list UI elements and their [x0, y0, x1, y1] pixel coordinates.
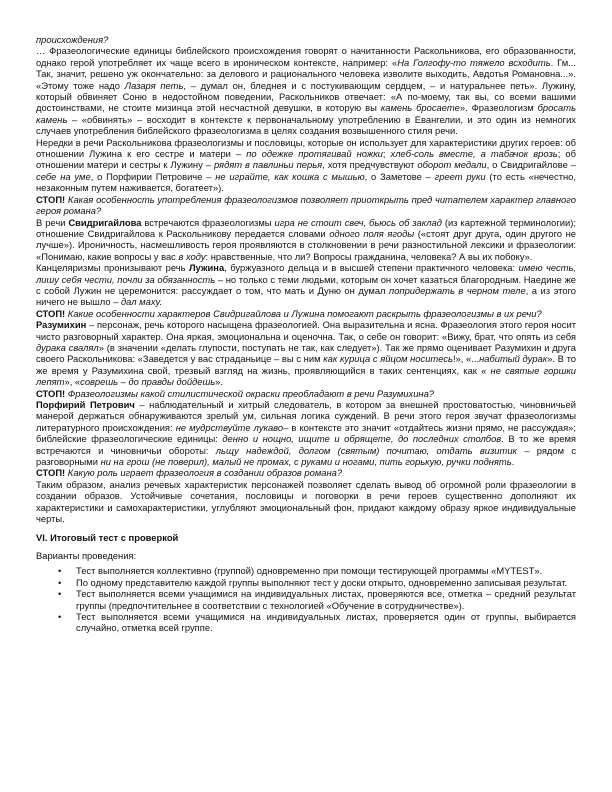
paragraph [36, 479, 576, 525]
italic-run: дурака свалял [36, 341, 99, 353]
paragraph [36, 137, 576, 194]
italic-run: льщу надеждой, долгом (святым) почитаю, отдать визитик [215, 444, 517, 456]
text-run: » (в значении «делать глупости, поступать не так, как следует»). Так же прямо оценивает Разумихин и друга своего Раскольникова: «Заведется у вас страданьице – вы с ним [36, 341, 576, 365]
italic-run: дал маху. [121, 296, 163, 308]
italic-run: происхождения? [36, 34, 109, 45]
section-heading: VI. Итоговый тест с проверкой [36, 532, 179, 544]
text-run: Нередки в речи Раскольникова фразеологизмы и пословицы, которые он использует для характеристики других героев: об отношении Лужина к его сестре и матери – [36, 136, 576, 160]
list-item-text: По одному представителю каждой группы выполняют тест у доски открыто, одновременно записывая результат. [76, 576, 568, 588]
text-run: ». Фразеологизм [459, 102, 538, 114]
bold-run: СТОП! [36, 467, 66, 479]
italic-run: Какую роль играет фразеология в создании образов романа? [65, 467, 343, 479]
text-run: («стоят друг друга, один другого не лучше»). Ироничность, насмешливость героя проявляются в столкновении в речи разностильной лексики и фразеологии: «Понимаю, какие вопросы у вас [36, 227, 576, 262]
paragraph [36, 399, 576, 467]
italic-run: На Голгофу-то тяжело всходить [397, 56, 551, 68]
text-run: Таким образом, анализ речевых характеристик персонажей позволяет сделать вывод об огромной роли фразеологии в создании образов. Устойчивые сочетания, пословицы и поговорки в речи героев существенно дополняют их характеристики и самохарактеристики, углубляют эмоциональный фон, придают каждому образу яркое индивидуальные черты. [36, 478, 576, 525]
italic-run: камень бросаете [380, 102, 460, 114]
bullet-icon: • [58, 565, 62, 577]
italic-run: себе на уме [36, 170, 91, 182]
text-run: ». [215, 376, 223, 388]
text-run: ; [382, 148, 391, 160]
paragraph [36, 217, 576, 263]
italic-run: не святые горшки лепят [36, 364, 577, 388]
italic-run: ни на грош (не поверил), малый не промах, с руками и ногами, пить горькую, ручки поднять [100, 456, 512, 468]
paragraph [36, 262, 576, 308]
italic-run: Лазаря петь [124, 79, 184, 91]
italic-run: попридержать в черном теле [389, 284, 526, 296]
bullet-icon: • [58, 576, 62, 588]
list-item [58, 576, 576, 588]
text-run: ». В то же время у Разумихина свой, трезвый взгляд на жизнь, проявляющийся в таких сентенциях, как « [36, 353, 576, 376]
text-run: , – думал он, бледнея и с постукивающим сердцем, – и натуральнее петь». Лужину, который обвиняет Соню в недостойном поведении, Раскольников отвечает: «А по-моему, так вы, со всеми вашими достоинствами, не стоите мизинца этой несчастной девушки, в которую вы [36, 79, 577, 114]
italic-run: соврешь – до правды дойдешь [80, 376, 216, 388]
text-run: Канцеляризмы пронизывают речь [36, 262, 189, 274]
italic-run: хлеб-соль вместе, а табачок врозь [390, 148, 558, 160]
text-run: – наблюдательный и хитрый следователь, в котором за внешней простоватостью, чиновничьей манерой держаться обнаруживаются зрелый ум, сильная логика суждений. В речи этого героя звучат фразеологизмы литературного происхождения: [36, 399, 577, 433]
text-run: … Фразеологические единицы библейского происхождения говорят о начитанности Раскольникова, его образованности, однако герой употребляет их чаще всего в ироническом контексте, например: « [36, 45, 576, 68]
list-item-text: Тест выполняется всеми учащимися на индивидуальных листах, проверяется один от группы, выбирается случайно, отметка всей группе. [76, 610, 576, 634]
text-run: , о Заметове – [364, 170, 435, 182]
text-run: : нравственные, что ли? Вопросы гражданина, человека? А вы их побоку». [205, 250, 533, 262]
text-run: , хотя предчувствуют [322, 159, 418, 171]
italic-run: Какая особенность употребления фразеологизмов позволяет приоткрыть пред читателем характер главного героя романа? [36, 193, 576, 217]
italic-run: игра не стоит свеч, бьюсь об заклад [274, 216, 442, 228]
bullet-icon: • [58, 588, 62, 600]
text-run: . В то же время встречаются и чиновничьи обороты: [36, 433, 576, 456]
paragraph [36, 34, 576, 45]
text-run: встречаются фразеологизмы [141, 216, 275, 228]
italic-run: набитый дурак [479, 353, 548, 365]
bold-run: Свидригайлова [68, 216, 142, 228]
list-item [58, 610, 576, 634]
paragraph [36, 319, 576, 387]
bold-run: СТОП! [36, 193, 66, 205]
italic-run: не играйте, как кошка с мышью [215, 170, 365, 182]
text-run: (то есть «нечестно, незаконным путем наживается, богатеет»). [36, 170, 577, 194]
text-run: , о Порфирии Петровиче – [90, 170, 216, 182]
text-run: ; об отношении матери и сестры к Лужину – [36, 148, 576, 171]
bullet-icon: • [58, 610, 62, 622]
italic-run: рядят в павлиньи перья [213, 159, 323, 171]
stop-question [36, 308, 576, 319]
document-body [36, 34, 576, 524]
text-run: . [511, 456, 515, 468]
list-item-text: Тест выполняется всеми учащимися на индивидуальных листах, проверяются все, отметка – средний результат группы (предпочтительнее в соответствии с технологией «Обучение в сотрудничестве»). [76, 588, 576, 611]
stop-question [36, 467, 576, 478]
text-run: В речи [36, 216, 69, 228]
text-run: , а из этого ничего не вышло – [36, 284, 576, 308]
italic-run: бросать камень [36, 102, 576, 125]
bold-run: Разумихин [36, 319, 87, 331]
stop-question [36, 388, 576, 399]
italic-run: греет руки [434, 170, 486, 182]
italic-run: по одежке протягивай ножки [246, 148, 383, 160]
list-item-text: Тест выполняется коллективно (группой) одновременно при помощи тестирующей программы «MYTEST». [76, 565, 543, 577]
stop-question [36, 194, 576, 217]
bold-run: СТОП! [36, 307, 66, 319]
text-run: », « [64, 376, 81, 388]
italic-run: не мудрствуйте лукаво [175, 421, 284, 433]
italic-run: одного поля ягоды [329, 227, 415, 239]
italic-run: в ходу [178, 250, 206, 262]
italic-run: денно и нощно, ищите и обрящете, до последних столбов [222, 433, 502, 445]
list-item [58, 588, 576, 611]
list-item [58, 565, 576, 577]
italic-run: Какие особенности характеров Свидригайлова и Лужина помогают раскрыть фразеологизмы в их речи? [65, 307, 542, 319]
bold-run: Лужина [188, 262, 225, 274]
document-page [36, 34, 576, 634]
paragraph [36, 45, 576, 136]
text-run: – рядом с разговорными [36, 444, 577, 468]
italic-run: Фразеологизмы какой стилистической окраски преобладают в речи Разумихина? [65, 387, 435, 399]
text-run: – «обвинять» – восходит в контексте к первоначальному употреблению в Евангелии, и это один из немногих случаев употребления библейского фразеологизма в целях создания возвышенного стиля речи. [36, 113, 576, 137]
text-run: – в контексте это значит «отдайтесь жизни прямо, не рассуждая»; библейские фразеологические единицы: [36, 421, 576, 445]
variant-list [36, 565, 576, 633]
variants-label: Варианты проведения: [36, 549, 137, 561]
text-run: , о Свидригайлове – [486, 159, 576, 171]
text-run: !», «... [452, 353, 480, 365]
text-run: – персонаж, речь которого насыщена фразеологией. Она выразительна и ясна. Фразеология этого героя носит чисто разговорный характер. Она яркая, эмоциональна и оценочна. Так, о себе он говорит: «Вижу, брат, что опять из себя [36, 319, 576, 342]
italic-run: оборот медали [417, 159, 487, 171]
text-run: (из картежной терминологии); отношение Свидригайлова к Раскольникову передается словами [36, 216, 576, 239]
italic-run: имею честь, лишу себя чести, почли за обязанность [36, 262, 576, 285]
bold-run: СТОП! [36, 387, 66, 399]
text-run: , буржуазного дельца и в высшей степени практичного человека: [224, 262, 519, 274]
text-run: . Гм... Так, значит, решено уж окончательно: за делового и рационального человека изволите выходить, Авдотья Романовна...». «Этому тоже надо [36, 56, 576, 91]
text-run: – но только с теми людьми, которым он хочет казаться благородным. Наедине же с собой Лужин не церемонится: рассуждает о том, что мать и Дуню он думал [36, 273, 576, 296]
italic-run: как курица с яйцом носитесь [323, 353, 453, 365]
bold-run: Порфирий Петрович [36, 399, 135, 410]
